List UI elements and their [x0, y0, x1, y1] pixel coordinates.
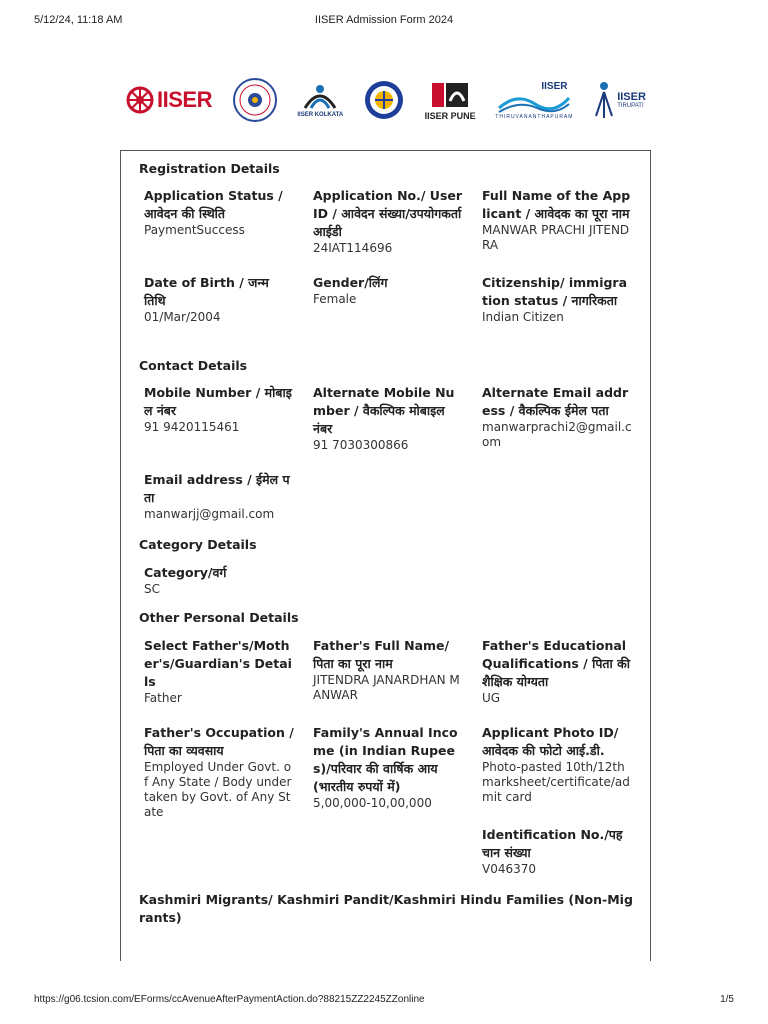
field-gender: [313, 274, 463, 307]
iiser-berhampur-logo: [126, 86, 212, 114]
field-label: Select Father's/Mother's/Guardian's Details: [144, 638, 292, 689]
section-title-other-personal: Other Personal Details: [139, 610, 299, 625]
field-label: Citizenship/ immigration status / नागरिकता: [482, 275, 628, 308]
field-value: Employed Under Govt. of Any State / Body undertaken by Govt. of Any State: [144, 760, 292, 819]
field-label: Application No./ User ID / आवेदन संख्या/उपयोगकर्ता आईडी: [313, 188, 463, 239]
field-value: Female: [313, 292, 357, 306]
print-page-number: 1/5: [720, 994, 734, 1005]
section-title-registration: Registration Details: [139, 161, 280, 176]
field-photo-id: [482, 724, 632, 805]
iiser-berhampur-text: IISER: [157, 87, 212, 112]
field-label: Identification No./पहचान संख्या: [482, 827, 623, 860]
field-label: Full Name of the Applicant / आवेदक का पूरा नाम: [482, 188, 631, 221]
iiser-tirupati-logo: [593, 80, 646, 120]
field-label: Mobile Number / मोबाइल नंबर: [144, 385, 292, 418]
field-value: 01/Mar/2004: [144, 310, 221, 324]
chakra-icon: [126, 86, 154, 114]
iiser-pune-text: IISER PUNE: [424, 111, 476, 121]
section-title-category: Category Details: [139, 537, 257, 552]
field-mobile-number: [144, 384, 294, 435]
field-full-name: [482, 187, 632, 253]
kolkata-emblem-icon: [301, 82, 339, 112]
admission-form-panel: [120, 150, 651, 961]
field-value: SC: [144, 582, 160, 596]
field-value: Photo-pasted 10th/12th marksheet/certificate/admit card: [482, 760, 630, 804]
field-father-education: [482, 637, 632, 706]
field-value: UG: [482, 691, 501, 705]
field-citizenship: [482, 274, 632, 325]
field-label: Father's Educational Qualifications / पिता की शैक्षिक योग्यता: [482, 638, 630, 689]
field-value: PaymentSuccess: [144, 223, 245, 237]
iiser-pune-logo: [425, 79, 476, 121]
field-date-of-birth: [144, 274, 294, 325]
field-alternate-mobile: [313, 384, 463, 453]
field-value: JITENDRA JANARDHAN MANWAR: [313, 673, 460, 702]
field-application-status: [144, 187, 294, 238]
field-value: 24IAT114696: [313, 241, 393, 255]
field-label: Alternate Mobile Number / वैकल्पिक मोबाइल नंबर: [313, 385, 455, 436]
seal-icon: [232, 77, 278, 123]
field-guardian-select: [144, 637, 294, 706]
field-label: Family's Annual Income (in Indian Rupees)/परिवार की वार्षिक आय (भारतीय रुपयों में): [313, 725, 458, 794]
field-family-income: [313, 724, 463, 811]
field-label: Date of Birth / जन्म तिथि: [144, 275, 269, 308]
field-label: Applicant Photo ID/ आवेदक की फोटो आई.डी.: [482, 725, 619, 758]
field-value: V046370: [482, 862, 537, 876]
iiser-tirupati-subtext: TIRUPATI: [617, 103, 644, 109]
field-father-name: [313, 637, 463, 703]
field-value: 91 7030300866: [313, 438, 409, 452]
print-datetime: 5/12/24, 11:18 AM: [34, 14, 123, 26]
pune-emblem-icon: [428, 79, 472, 111]
field-value: MANWAR PRACHI JITENDRA: [482, 223, 630, 252]
field-label: Alternate Email address / वैकल्पिक ईमेल पता: [482, 385, 629, 418]
field-label: Father's Full Name/ पिता का पूरा नाम: [313, 638, 450, 671]
field-value: manwarprachi2@gmail.com: [482, 420, 632, 449]
iiser-logo-strip: [126, 70, 646, 130]
iiser-kolkata-text: IISER KOLKATA: [297, 112, 344, 118]
field-value: Indian Citizen: [482, 310, 564, 324]
iiser-tirupati-text: IISER: [617, 91, 646, 103]
field-email-address: [144, 471, 294, 522]
field-application-no: [313, 187, 463, 256]
iiser-tvm-text: IISER: [541, 80, 568, 92]
iiser-tvm-logo: [495, 81, 573, 120]
print-url: https://g06.tcsion.com/EForms/ccAvenueAfterPaymentAction.do?88215ZZ2245ZZonline: [34, 994, 425, 1005]
field-label: Gender/लिंग: [313, 275, 388, 290]
field-value: 91 9420115461: [144, 420, 240, 434]
wave-icon: [497, 92, 571, 114]
field-identification-no: [482, 826, 632, 877]
field-label: Father's Occupation / पिता का व्यवसाय: [144, 725, 294, 758]
field-value: manwarjj@gmail.com: [144, 507, 275, 521]
section-title-contact: Contact Details: [139, 358, 248, 373]
section-title-kashmiri: Kashmiri Migrants/ Kashmiri Pandit/Kashmiri Hindu Families (Non-Migrants): [139, 892, 633, 925]
iiser-bhopal-seal: [232, 77, 278, 123]
field-label: Email address / ईमेल पता: [144, 472, 290, 505]
field-father-occupation: [144, 724, 294, 820]
iiser-tvm-subtext: THIRUVANANTHAPURAM: [495, 113, 574, 120]
iiser-mohali-seal: [363, 79, 405, 121]
field-category: [144, 564, 294, 597]
field-label: Category/वर्ग: [144, 565, 227, 580]
iiser-kolkata-logo: [297, 82, 343, 118]
field-label: Application Status / आवेदन की स्थिति: [144, 188, 283, 221]
field-value: 5,00,000-10,00,000: [313, 796, 432, 810]
tirupati-emblem-icon: [593, 80, 615, 120]
field-value: Father: [144, 691, 182, 705]
field-alternate-email: [482, 384, 632, 450]
print-title: IISER Admission Form 2024: [314, 14, 454, 26]
mohali-seal-icon: [363, 79, 405, 121]
